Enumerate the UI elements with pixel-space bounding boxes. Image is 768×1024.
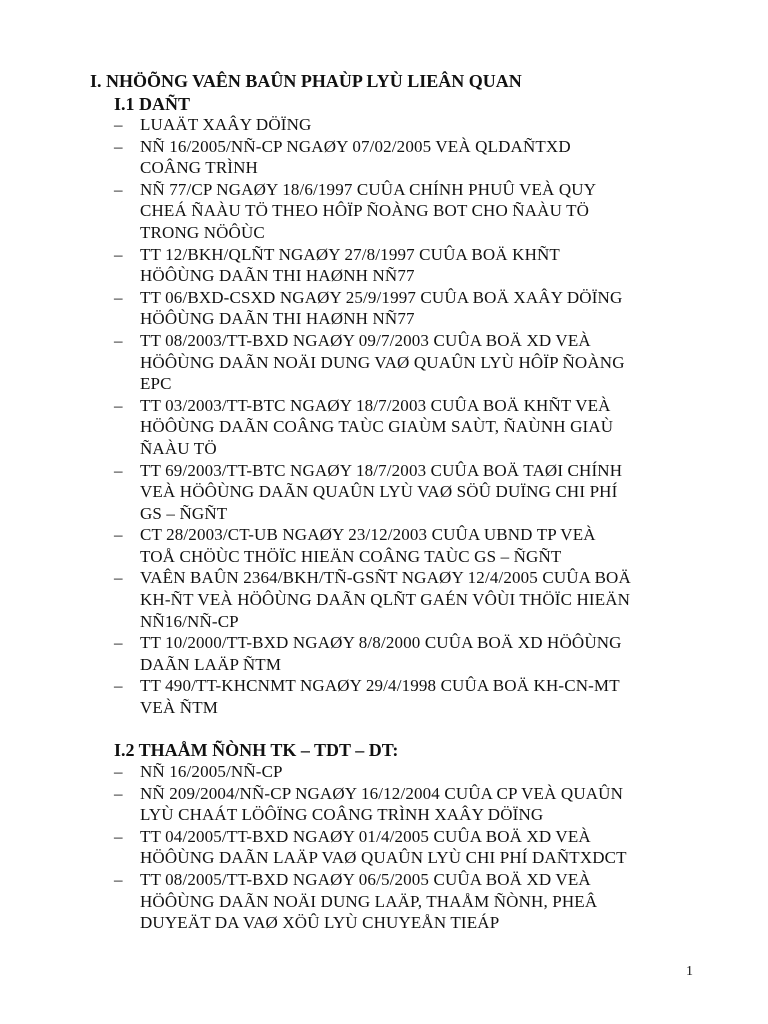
list-item-text-line: NÑ 16/2005/NÑ-CP bbox=[140, 762, 283, 781]
list-bullet-dash: – bbox=[114, 395, 123, 415]
list-bullet-dash: – bbox=[114, 287, 123, 307]
list-item-text-line: GS – ÑGÑT bbox=[140, 503, 228, 523]
list-bullet-dash: – bbox=[114, 460, 123, 480]
list-item-text-line: NÑ 209/2004/NÑ-CP NGAØY 16/12/2004 CUÛA CP VEÀ QUAÛN bbox=[140, 783, 624, 803]
list-item-text-line: HÖÔÙNG DAÃN THI HAØNH NÑ77 bbox=[140, 309, 415, 329]
list-item-text-line: COÂNG TRÌNH bbox=[140, 158, 258, 178]
list-item-text-line: TT 06/BXD-CSXD NGAØY 25/9/1997 CUÛA BOÄ XAÂY DÖÏNG bbox=[140, 287, 623, 307]
list-item bbox=[114, 567, 714, 632]
list-item bbox=[114, 524, 714, 567]
list-item-text-line: NÑ16/NÑ-CP bbox=[140, 611, 239, 631]
section-1-heading: I.1 DAÑT bbox=[114, 94, 191, 114]
list-bullet-dash: – bbox=[114, 826, 123, 846]
list-item bbox=[114, 395, 714, 460]
list-item-text-line: EPC bbox=[140, 374, 172, 394]
list-bullet-dash: – bbox=[114, 633, 123, 653]
list-bullet-dash: – bbox=[114, 762, 123, 781]
list-item-text-line: CT 28/2003/CT-UB NGAØY 23/12/2003 CUÛA UBND TP VEÀ bbox=[140, 525, 596, 545]
list-item-text-line: HÖÔÙNG DAÃN COÂNG TAÙC GIAÙM SAÙT, ÑAÙNH GIAÙ bbox=[140, 417, 614, 437]
list-item bbox=[114, 675, 714, 718]
list-item-text-line: VEÀ ÑTM bbox=[140, 698, 219, 718]
list-item bbox=[114, 114, 714, 136]
list-item-text-line: TT 08/2005/TT-BXD NGAØY 06/5/2005 CUÛA BOÄ XD VEÀ bbox=[140, 869, 591, 889]
list-item-text-line: HÖÔÙNG DAÃN LAÄP VAØ QUAÛN LYÙ CHI PHÍ DAÑTXDCT bbox=[140, 848, 627, 868]
list-item-text-line: ÑAÀU TÖ bbox=[140, 438, 217, 458]
section-2-heading: I.2 THAÅM ÑÒNH TK – TDT – DT: bbox=[114, 740, 399, 760]
list-item-text-line: TT 490/TT-KHCNMT NGAØY 29/4/1998 CUÛA BOÄ KH-CN-MT bbox=[140, 676, 620, 696]
list-item-text-line: VEÀ HÖÔÙNG DAÃN QUAÛN LYÙ VAØ SÖÛ DUÏNG CHI PHÍ bbox=[140, 482, 618, 502]
list-item bbox=[114, 869, 714, 934]
list-item-text-line: CHEÁ ÑAÀU TÖ THEO HÔÏP ÑOÀNG BOT CHO ÑAÀU TÖ bbox=[140, 201, 590, 221]
list-bullet-dash: – bbox=[114, 179, 123, 199]
list-item bbox=[114, 783, 714, 826]
list-item-text-line: LYÙ CHAÁT LÖÔÏNG COÂNG TRÌNH XAÂY DÖÏNG bbox=[140, 805, 544, 825]
list-bullet-dash: – bbox=[114, 244, 123, 264]
list-item-text-line: TOÅ CHÖÙC THÖÏC HIEÄN COÂNG TAÙC GS – ÑGÑT bbox=[140, 546, 562, 566]
list-item bbox=[114, 179, 714, 244]
list-item bbox=[114, 136, 714, 179]
list-item-text-line: TT 69/2003/TT-BTC NGAØY 18/7/2003 CUÛA BOÄ TAØI CHÍNH bbox=[140, 460, 623, 480]
list-item bbox=[114, 826, 714, 869]
list-item bbox=[114, 287, 714, 330]
page-number: 1 bbox=[686, 964, 693, 979]
list-item-text-line: TRONG NÖÔÙC bbox=[140, 222, 265, 242]
list-item-text-line: TT 03/2003/TT-BTC NGAØY 18/7/2003 CUÛA BOÄ KHÑT VEÀ bbox=[140, 395, 611, 415]
list-item-text-line: HÖÔÙNG DAÃN THI HAØNH NÑ77 bbox=[140, 266, 415, 286]
list-item bbox=[114, 330, 714, 395]
list-item-text-line: KH-ÑT VEÀ HÖÔÙNG DAÃN QLÑT GAÉN VÔÙI THÖÏC HIEÄN bbox=[140, 590, 631, 610]
list-bullet-dash: – bbox=[114, 330, 123, 350]
list-bullet-dash: – bbox=[114, 115, 123, 134]
list-item-text-line: TT 10/2000/TT-BXD NGAØY 8/8/2000 CUÛA BOÄ XD HÖÔÙNG bbox=[140, 633, 622, 653]
list-item-text-line: NÑ 77/CP NGAØY 18/6/1997 CUÛA CHÍNH PHUÛ VEÀ QUY bbox=[140, 179, 597, 199]
list-item-text-line: HÖÔÙNG DAÃN NOÄI DUNG VAØ QUAÛN LYÙ HÔÏP ÑOÀNG bbox=[140, 352, 625, 372]
list-item-text-line: VAÊN BAÛN 2364/BKH/TÑ-GSÑT NGAØY 12/4/2005 CUÛA BOÄ bbox=[140, 568, 631, 588]
list-item-text-line: HÖÔÙNG DAÃN NOÄI DUNG LAÄP, THAÅM ÑÒNH, PHEÂ bbox=[140, 891, 598, 911]
list-item-text-line: TT 08/2003/TT-BXD NGAØY 09/7/2003 CUÛA BOÄ XD VEÀ bbox=[140, 330, 591, 350]
list-bullet-dash: – bbox=[114, 525, 123, 545]
list-bullet-dash: – bbox=[114, 676, 123, 696]
list-item-text-line: TT 12/BKH/QLÑT NGAØY 27/8/1997 CUÛA BOÄ KHÑT bbox=[140, 244, 560, 264]
list-bullet-dash: – bbox=[114, 869, 123, 889]
list-item-text-line: DAÃN LAÄP ÑTM bbox=[140, 654, 282, 674]
list-item bbox=[114, 460, 714, 525]
section-1-list bbox=[114, 114, 714, 719]
list-bullet-dash: – bbox=[114, 783, 123, 803]
list-item-text-line: DUYEÄT DA VAØ XÖÛ LYÙ CHUYEÅN TIEÁP bbox=[140, 913, 500, 933]
list-item bbox=[114, 244, 714, 287]
list-bullet-dash: – bbox=[114, 136, 123, 156]
section-2-list bbox=[114, 761, 714, 934]
list-item-text-line: LUAÄT XAÂY DÖÏNG bbox=[140, 115, 312, 134]
list-item-text-line: NÑ 16/2005/NÑ-CP NGAØY 07/02/2005 VEÀ QLDAÑTXD bbox=[140, 136, 571, 156]
list-item bbox=[114, 632, 714, 675]
main-heading: I. NHÖÕNG VAÊN BAÛN PHAÙP LYÙ LIEÂN QUAN bbox=[90, 71, 522, 91]
list-item-text-line: TT 04/2005/TT-BXD NGAØY 01/4/2005 CUÛA BOÄ XD VEÀ bbox=[140, 826, 591, 846]
list-bullet-dash: – bbox=[114, 568, 123, 588]
list-item bbox=[114, 761, 714, 783]
